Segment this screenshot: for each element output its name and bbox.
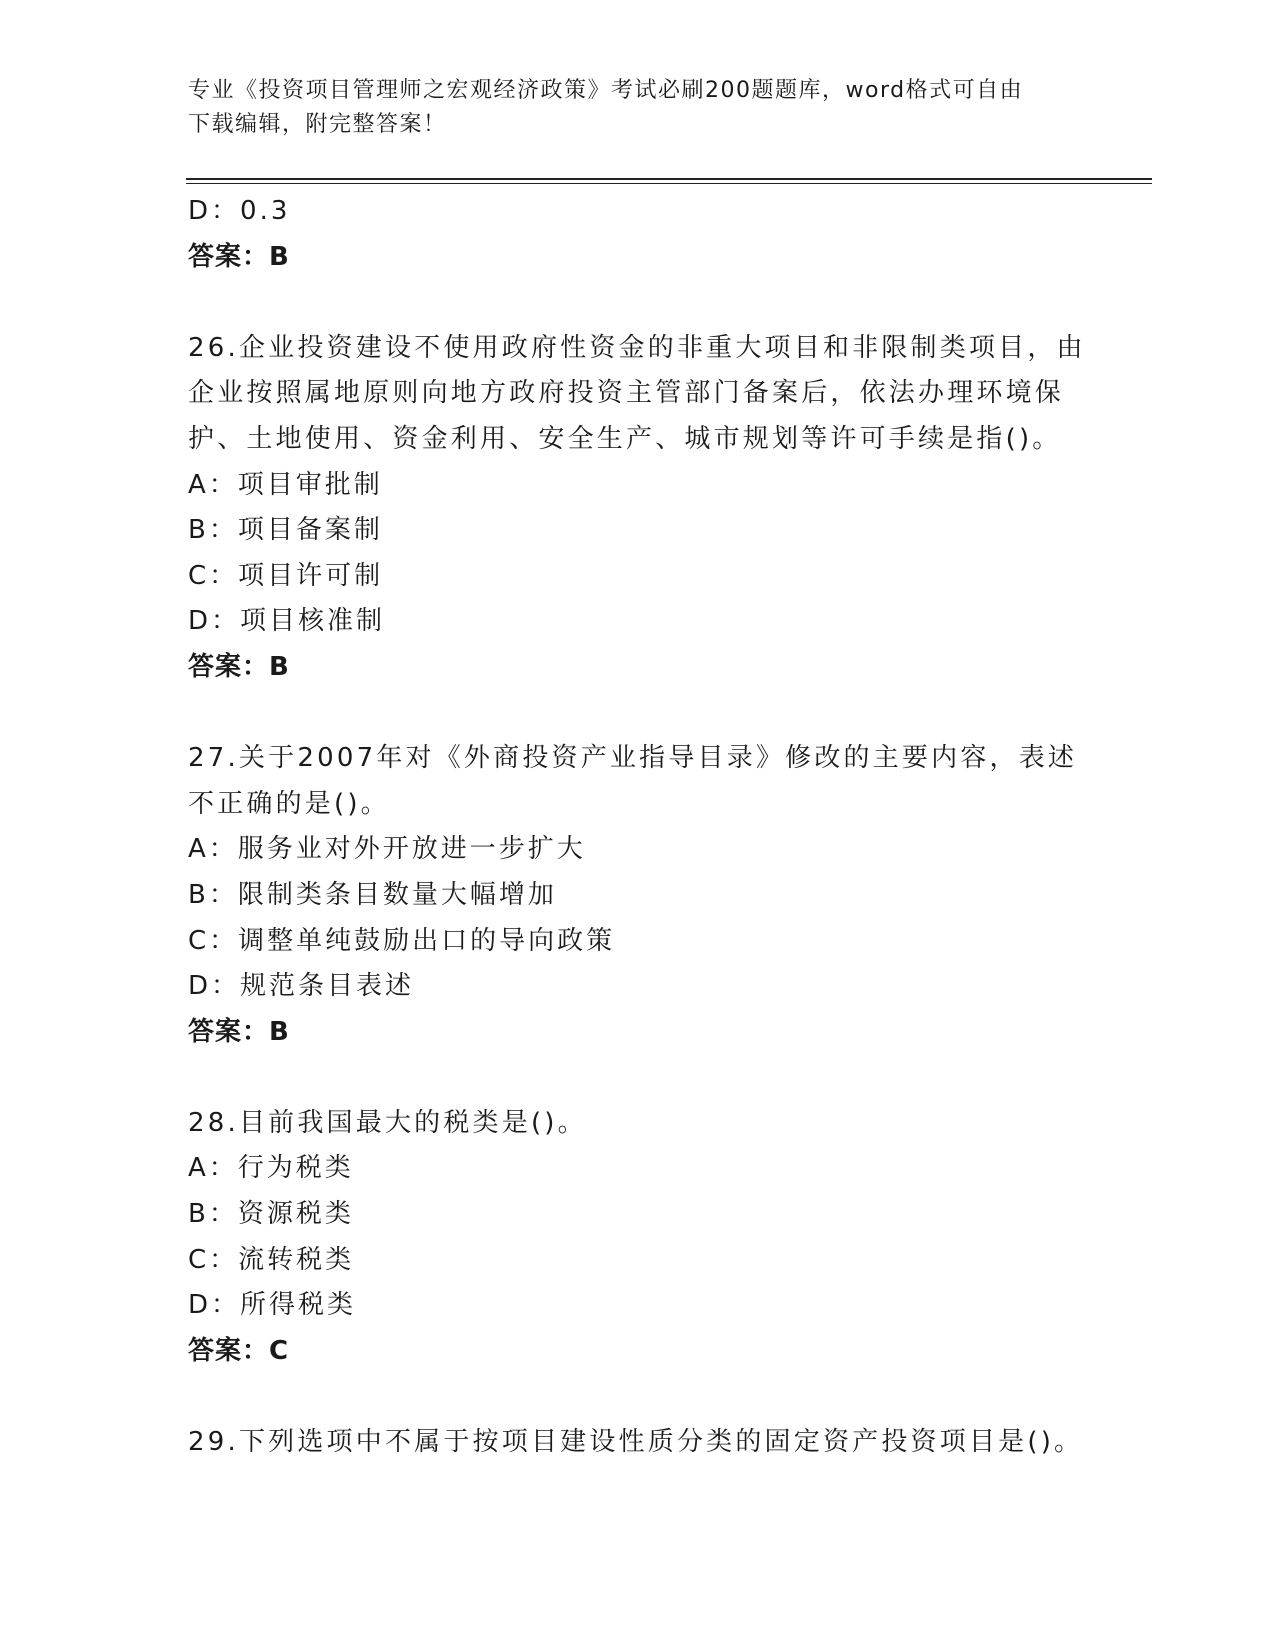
question-stem-line: 28.目前我国最大的税类是()。 [188,1107,587,1138]
question-stem-line: 29.下列选项中不属于按项目建设性质分类的固定资产投资项目是()。 [188,1427,1084,1458]
question-stem [188,1420,1088,1466]
option-b: B：限制类条目数量大幅增加 [188,879,557,910]
option-b: B：资源税类 [188,1199,354,1230]
option-b: B：项目备案制 [188,515,383,546]
option-a: A：服务业对外开放进一步扩大 [188,834,586,865]
option-a: A：行为税类 [188,1153,354,1184]
answer: 答案：C [188,1335,290,1366]
question-stem-line: 不正确的是()。 [188,788,390,819]
question-stem-line: 护、土地使用、资金利用、安全生产、城市规划等许可手续是指()。 [188,423,1062,454]
page-header [188,74,1068,142]
header-line-1: 专业《投资项目管理师之宏观经济政策》考试必刷200题题库，word格式可自由 [188,78,1024,103]
option-c: C：流转税类 [188,1244,355,1275]
option-a: A：项目审批制 [188,469,383,500]
option-d: D：项目核准制 [188,606,386,637]
question-stem [188,1101,1088,1147]
question-28 [188,1101,1088,1375]
question-stem-line: 企业按照属地原则向地方政府投资主管部门备案后，依法办理环境保 [188,378,1065,409]
question-27 [188,736,1088,1055]
header-divider-thick [186,178,1152,180]
option-d: D：所得税类 [188,1290,357,1321]
question-stem-line: 26.企业投资建设不使用政府性资金的非重大项目和非限制类项目，由 [188,332,1086,363]
option-c: C：调整单纯鼓励出口的导向政策 [188,925,616,956]
option-c: C：项目许可制 [188,560,384,591]
prev-answer: 答案：B [188,241,290,272]
document-body [188,189,1088,1466]
spacer [188,280,1088,326]
question-stem-line: 27.关于2007年对《外商投资产业指导目录》修改的主要内容，表述 [188,743,1078,774]
prev-option-d: D：0.3 [188,196,291,226]
header-line-2: 下载编辑，附完整答案！ [188,112,447,137]
question-stem [188,736,1088,827]
question-26 [188,326,1088,691]
option-d: D：规范条目表述 [188,971,415,1002]
header-divider-thin [186,183,1152,184]
answer: 答案：B [188,651,290,682]
spacer [188,1055,1088,1101]
question-29 [188,1420,1088,1466]
answer: 答案：B [188,1016,290,1047]
spacer [188,691,1088,737]
question-stem [188,326,1088,463]
spacer [188,1374,1088,1420]
